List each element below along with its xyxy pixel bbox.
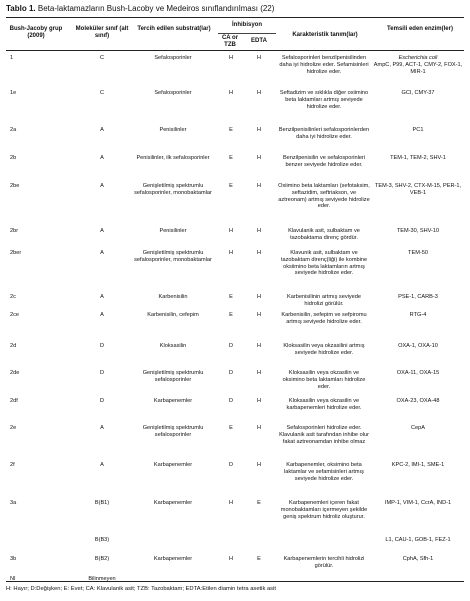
row-substrate: Genişletilmiş spektrumlu sefalosporinler, monobaktamlar [134,183,212,196]
header-enzymes: Temsili eden enzim(ler) [387,26,453,32]
row-ca-tzb: D [228,370,234,376]
row-ca-tzb: D [228,343,234,349]
row-ca-tzb: E [229,294,233,300]
row-edta: H [256,425,262,431]
row-group: 2e [10,425,17,431]
row-enzymes-list: KPC-2, IMI-1, SME-1 [391,462,445,468]
header-substrate: Tercih edilen substrat(lar) [137,26,211,32]
row-enzymes [372,90,464,97]
row-group: 1e [10,90,17,96]
row-definition: Kloksasilin veya okzasilin ve karbapenemleri hidrolize eder. [286,398,362,411]
row-group: 2be [10,183,20,189]
row-substrate: Genişletilmiş spektrumlu sefalosporinler [142,370,204,383]
row-ca-tzb: H [228,90,234,96]
row-ca-tzb: H [228,250,234,256]
row-molecular-class: A [100,425,104,431]
row-group: 2d [10,343,17,349]
row-ca-tzb: E [229,127,233,133]
row-substrate: Karbapenemler [153,398,193,404]
row-group: 2c [10,294,16,300]
row-group: 3a [10,500,17,506]
row-edta: H [256,228,262,234]
row-definition: Kloksasilin veya okzasilin ve oksimino beta laktamları hidrolize eder. [282,370,366,390]
row-molecular-class: A [100,127,104,133]
row-enzymes [372,370,464,377]
row-definition: Sefalosporinleri hidrolize eder. Klavulanik asit tarafından inhibe olur fakat aztreonamdan inhibe olmaz [279,425,369,445]
row-ca-tzb: E [229,183,233,189]
row-molecular-class: B(B2) [94,556,110,562]
row-substrate: Kloksasilin [159,343,187,349]
row-ca-tzb: E [229,155,233,161]
row-definition: Seftadizim ve sıklıkla diğer oxiimino beta laktamları artmış seviyede hidrolize eder. [279,90,369,110]
row-molecular-class: C [99,55,105,61]
row-enzymes-list: IMP-1, VIM-1, CcrA, IND-1 [384,500,452,506]
row-enzymes-list: L1, CAU-1, GOB-1, FEZ-1 [385,537,451,543]
row-group: 2f [10,462,15,468]
row-definition: Karbapenemlerin tercihli hidrolizi görülür. [283,556,365,569]
row-edta: H [256,294,262,300]
row-edta: H [256,155,262,161]
row-molecular-class: Bilinmeyen [88,576,116,582]
row-enzymes-list: PSE-1, CARB-3 [398,294,438,300]
row-definition: Karbapenemler, oksimino beta laktamlar ve sefamisinleri artmış seviyede hidrolize eder. [284,462,364,482]
row-definition: Oxiimino beta laktamları (sefotaksim, seftazidim, seftriakson, ve aztreonam) artmış seviyede hidrolize eder. [278,183,370,210]
row-molecular-class: D [99,370,105,376]
row-ca-tzb: H [228,556,234,562]
row-enzymes [372,55,464,75]
row-substrate: Karbapenemler [153,462,193,468]
header-inhibition: İnhibisyon [232,22,262,28]
row-molecular-class: A [100,250,104,256]
row-substrate: Karbenisilin, cefepim [147,312,199,318]
row-enzymes [372,312,464,319]
row-molecular-class: A [100,228,104,234]
row-enzymes-list: TEM-50 [408,250,428,256]
row-edta: H [256,462,262,468]
row-substrate: Penisilinler [159,228,187,234]
row-edta: H [256,343,262,349]
row-enzymes-list: TEM-3, SHV-2, CTX-M-15, PER-1, VEB-1 [374,183,462,196]
row-enzymes [372,425,464,432]
row-molecular-class: C [99,90,105,96]
row-group: 2ce [10,312,20,318]
header-definition: Karakteristik tanım(lar) [292,32,358,38]
top-rule [6,17,464,18]
row-enzymes-list: OXA-1, OXA-10 [398,343,438,349]
row-enzymes-list: RTG-4 [409,312,427,318]
row-edta: H [256,127,262,133]
row-ca-tzb: D [228,398,234,404]
row-ca-tzb: D [228,462,234,468]
row-molecular-class: B(B1) [94,500,110,506]
inhibition-rule [218,33,276,34]
table-number: Tablo 1. [6,4,36,13]
row-enzymes [372,500,464,507]
row-enzymes-list: PC1 [412,127,424,133]
row-ca-tzb: H [228,500,234,506]
row-definition: Karbenisilin, sefepim ve sefpiromu artmış seviyede hidrolize eder. [281,312,367,325]
row-enzymes-list: GCI, CMY-37 [401,90,435,96]
row-substrate: Sefalosporinler [154,90,192,96]
row-group: 2ber [10,250,22,256]
row-enzymes-list: AmpC, P99, ACT-1, CMY-2, FOX-1, MIR-1 [373,61,463,75]
header-ca-tzb: CA or TZB [221,35,239,49]
row-molecular-class: D [99,398,105,404]
row-enzymes [372,343,464,350]
row-enzymes [372,294,464,301]
row-edta: E [257,500,261,506]
row-group: 2b [10,155,17,161]
row-edta: E [257,556,261,562]
row-enzymes [372,127,464,134]
row-substrate: Penisilinler, ilk sefalosporinler [136,155,210,161]
header-molecular-class: Moleküler sınıf (alt sınıf) [75,26,129,40]
row-substrate: Sefalosporinler [154,55,192,61]
row-definition: Sefalosporinleri benzilpenisilinden daha iyi hidrolize eder. Sefamisinleri hidrolize eder. [279,55,369,75]
row-definition: Benzilpenisilinleri sefalosporinlerden daha iyi hidrolize eder. [278,127,370,140]
row-molecular-class: A [100,462,104,468]
row-edta: H [256,90,262,96]
row-ca-tzb: H [228,228,234,234]
row-group: 2br [10,228,19,234]
header-bottom-rule [6,50,464,51]
row-enzymes [372,462,464,469]
row-enzymes [372,556,464,563]
row-enzymes-list: TEM-1, TEM-2, SHV-1 [390,155,446,161]
row-ca-tzb: E [229,312,233,318]
row-edta: H [256,250,262,256]
row-definition: Karbapenemleri içeren fakat monobaktamları içermeyen şekilde geniş spektrum hidroliz oluşturur. [280,500,368,520]
table-caption [6,4,274,13]
row-enzymes-list: OXA-11, OXA-15 [396,370,440,376]
header-edta: EDTA [251,38,267,44]
table-footnote: H: Hayır; D:Değişken; E: Evet; CA: Klavulanik asit; TZB: Tazobaktam; EDTA:Etilen diamin tetra asetik asit [6,586,276,592]
row-group: 2a [10,127,17,133]
row-group: 2de [10,370,20,376]
row-ca-tzb: H [228,55,234,61]
row-definition: Kloksasilin veya okzasilini artmış seviyede hidrolize eder. [283,343,365,356]
row-substrate: Penisilinler [159,127,187,133]
row-molecular-class: A [100,294,104,300]
row-edta: H [256,312,262,318]
row-definition: Karbenisilinin artmış seviyede hidrolizi görülür. [287,294,361,307]
row-enzymes-organism: Escherichia coli [398,55,438,61]
row-edta: H [256,55,262,61]
row-definition: Klavunik asit, sulbaktam ve tazobaktam direnç(liği) ile kombine oksiimino beta laktamların artmış seviyede hidrolize eder. [280,250,368,277]
row-substrate: Karbapenemler [153,556,193,562]
row-enzymes [372,183,464,197]
row-substrate: Karbenisilin [158,294,188,300]
row-definition: Klavulanik asit, sulbaktam ve tazobaktama direnç gördür. [288,228,360,241]
row-substrate: Karbapenemler [153,500,193,506]
row-enzymes [372,228,464,235]
row-group: 1 [10,55,14,61]
row-group: 2df [10,398,18,404]
row-enzymes [372,155,464,162]
row-group: 3b [10,556,17,562]
row-enzymes-list: CphA, Sfh-1 [402,556,434,562]
row-molecular-class: A [100,155,104,161]
row-definition: Benzilpenisilin ve sefalosporinleri benzer seviyede hidrolize eder. [282,155,366,168]
row-enzymes [372,398,464,405]
row-molecular-class: D [99,343,105,349]
row-enzymes-list: TEM-30, SHV-10 [396,228,440,234]
table-title: Beta-laktamazların Bush-Lacoby ve Medeiros sınıflandırılması (22) [37,4,275,13]
row-molecular-class: A [100,312,104,318]
row-enzymes-list: CepA [411,425,425,431]
row-edta: H [256,183,262,189]
row-edta: H [256,370,262,376]
row-substrate: Genişletilmiş spektrumlu sefalosporinler, monobaktamlar [134,250,212,263]
row-enzymes [372,250,464,257]
row-ca-tzb: E [229,425,233,431]
row-enzymes [372,537,464,544]
row-molecular-class: A [100,183,104,189]
row-edta: H [256,398,262,404]
row-enzymes-list: OXA-23, OXA-48 [396,398,440,404]
row-substrate: Genişletilmiş spektrumlu sefalosporinler [142,425,204,438]
row-molecular-class: B(B3) [94,537,110,543]
row-group: NI [10,576,16,582]
table-bottom-rule [6,581,464,582]
header-group: Bush-Jacoby grup (2009) [9,26,63,40]
